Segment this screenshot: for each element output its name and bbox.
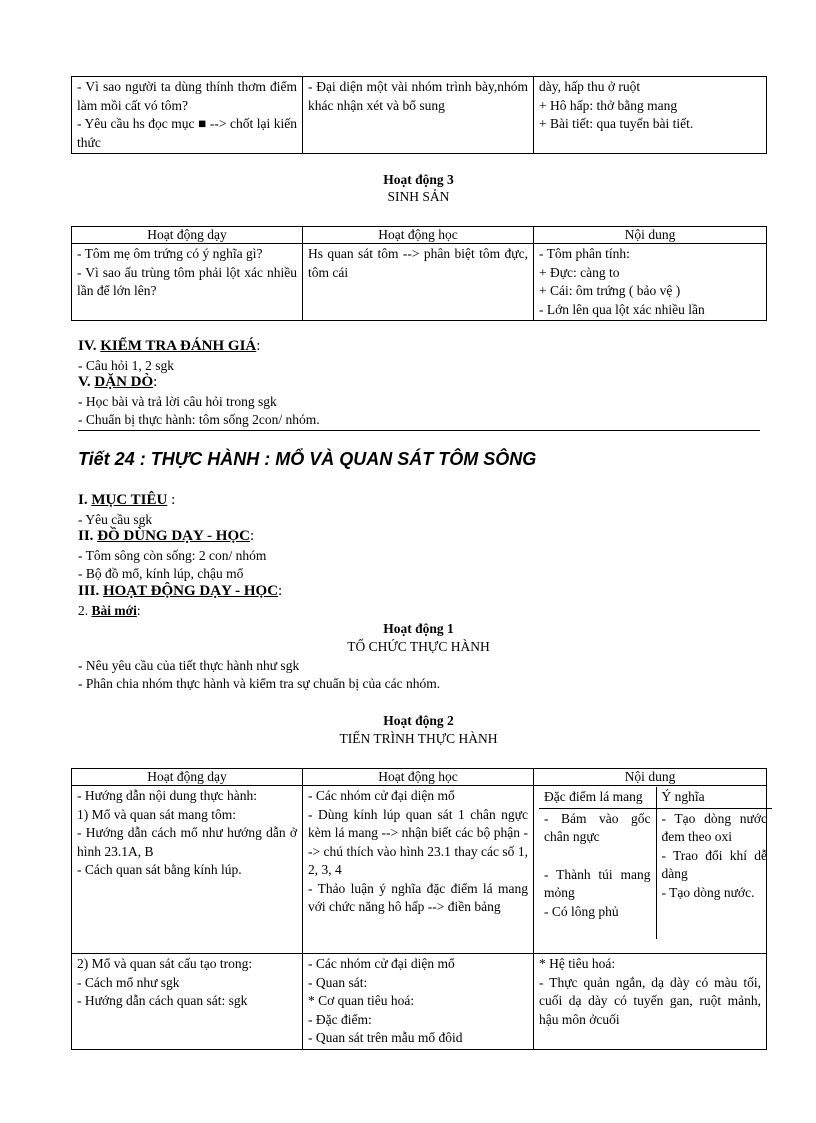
section-title: ĐỒ DÙNG DẠY - HỌC — [97, 528, 250, 544]
section-title: DẶN DÒ — [94, 374, 154, 390]
text-line: * Cơ quan tiêu hoá: — [308, 993, 415, 1008]
text-line: - Tạo dòng nước. — [661, 884, 755, 900]
inner-cell-features — [539, 808, 656, 939]
activity-1-item: - Phân chia nhóm thực hành và kiểm tra sự chuẩn bị của các nhóm. — [78, 676, 441, 691]
text-line: - Vì sao ấu trùng tôm phải lột xác nhiều lần để lớn lên? — [77, 264, 297, 298]
section-number: III. — [78, 583, 104, 599]
text-line: + Đực: càng to — [539, 264, 620, 280]
inner-cell-meanings — [656, 808, 772, 939]
section-5-item: - Chuẩn bị thực hành: tôm sống 2con/ nhóm. — [78, 412, 320, 427]
activity-1-subtitle: TỔ CHỨC THỰC HÀNH — [347, 639, 490, 654]
section-5-heading — [78, 374, 157, 391]
header-teaching: Hoạt động dạy — [72, 227, 303, 244]
text-line: 2) Mổ và quan sát cấu tạo trong: — [77, 956, 253, 971]
divider-line — [78, 430, 760, 431]
s3-sub-heading — [78, 603, 141, 619]
text-line: 1) Mổ và quan sát mang tôm: — [77, 806, 236, 822]
section-number: 2. — [78, 603, 92, 618]
text-line: dày, hấp thu ở ruột — [539, 79, 641, 94]
cell-content — [534, 77, 767, 154]
section-suffix: : — [167, 492, 176, 508]
text-line: - Hướng dẫn cách mổ như hướng dẫn ở hình 23.1A, B — [77, 825, 297, 859]
text-line: - Quan sát: — [308, 974, 368, 990]
activity-2-title: Hoạt động 2 — [383, 713, 454, 728]
header-teaching: Hoạt động dạy — [72, 769, 303, 786]
text-line: - Vì sao người ta dùng thính thơm điểm làm mồi cất vó tôm? — [77, 79, 297, 113]
text-line: Hs quan sát tôm --> phân biệt tôm đực, tôm cái — [308, 246, 528, 280]
activity-1-item: - Nêu yêu cầu của tiết thực hành như sgk — [78, 658, 300, 673]
text-line: - Các nhóm cử đại diện mổ — [308, 788, 455, 803]
table-activity-3 — [71, 226, 767, 321]
section-title: KIỂM TRA ĐÁNH GIÁ — [100, 338, 257, 354]
inner-header-meaning: Ý nghĩa — [656, 787, 772, 808]
text-line: - Thực quản ngắn, dạ dày có màu tối, cuối dạ dày có tuyến gan, ruột mảnh, hậu môn ởcuối — [539, 974, 761, 1027]
text-line: - Đại diện một vài nhóm trình bày,nhóm khác nhận xét và bổ sung — [308, 79, 528, 113]
section-title: MỤC TIÊU — [91, 492, 168, 508]
cell-student — [303, 244, 534, 321]
text-line: - Tôm mẹ ôm trứng có ý nghĩa gì? — [77, 246, 263, 261]
section-title: HOẠT ĐỘNG DẠY - HỌC — [103, 583, 279, 599]
section-suffix: : — [278, 583, 283, 599]
text-line: - Trao đổi khí dễ dàng — [661, 847, 767, 881]
text-line: - Các nhóm cử đại diện mổ — [308, 956, 455, 971]
section-number: II. — [78, 528, 98, 544]
cell-content — [534, 954, 767, 1050]
gill-table — [539, 787, 772, 939]
cell-content — [534, 244, 767, 321]
header-learning: Hoạt động học — [303, 769, 534, 786]
text-line: + Hô hấp: thở bằng mang — [539, 97, 678, 113]
cell-student — [303, 77, 534, 154]
text-line: - Yêu cầu hs đọc mục ■ --> chốt lại kiến thức — [77, 116, 297, 150]
section-number: V. — [78, 374, 95, 390]
text-line: - Tạo dòng nước đem theo oxi — [661, 810, 767, 844]
activity-2-subtitle: TIẾN TRÌNH THỰC HÀNH — [339, 731, 498, 746]
text-line: - Cách quan sát bằng kính lúp. — [77, 862, 242, 877]
text-line: - Có lông phủ — [544, 903, 619, 919]
cell-teacher — [72, 77, 303, 154]
text-line: - Thảo luận ý nghĩa đặc điểm lá mang với chức năng hô hấp --> điền bảng — [308, 880, 528, 914]
text-line: - Hướng dẫn nội dung thực hành: — [77, 788, 257, 803]
text-line: - Tôm phân tính: — [539, 246, 630, 261]
section-4-item: - Câu hỏi 1, 2 sgk — [78, 358, 174, 373]
cell-teacher — [72, 786, 303, 954]
text-line: - Bám vào gốc chân ngực — [544, 810, 651, 844]
activity-3-title: Hoạt động 3 — [383, 172, 454, 187]
text-line: - Cách mổ như sgk — [77, 974, 180, 990]
section-suffix: : — [249, 528, 255, 544]
table-activity-2 — [71, 768, 767, 1050]
section-number: I. — [78, 492, 92, 508]
cell-student — [303, 786, 534, 954]
activity-1-title: Hoạt động 1 — [383, 621, 454, 636]
section-title: Bài mới — [91, 603, 137, 618]
cell-teacher — [72, 244, 303, 321]
table-continuation — [71, 76, 767, 154]
s2-item: - Bộ đồ mổ, kính lúp, chậu mổ — [78, 566, 244, 581]
header-content: Nội dung — [534, 227, 767, 244]
activity-3-subtitle: SINH SẢN — [387, 189, 450, 204]
header-content: Nội dung — [534, 769, 767, 786]
section-suffix: : — [153, 374, 158, 390]
text-line: - Thành túi mang mỏng — [544, 866, 651, 900]
section-5-item: - Học bài và trả lời câu hỏi trong sgk — [78, 394, 277, 409]
cell-content-nested — [534, 786, 767, 954]
cell-student — [303, 954, 534, 1050]
s1-item: - Yêu cầu sgk — [78, 512, 153, 527]
section-number: IV. — [78, 338, 101, 354]
text-line: - Lớn lên qua lột xác nhiều lần — [539, 301, 705, 317]
text-line: - Hướng dẫn cách quan sát: sgk — [77, 993, 248, 1008]
text-line: + Bài tiết: qua tuyến bài tiết. — [539, 116, 694, 131]
text-line: - Đặc điểm: — [308, 1011, 372, 1027]
text-line: - Dùng kính lúp quan sát 1 chân ngực kèm lá mang --> nhận biết các bộ phận --> chú thích vào hình 23.1 thay các số 1, 2, 3, 4 — [308, 806, 528, 877]
s1-heading — [78, 492, 175, 509]
cell-teacher — [72, 954, 303, 1050]
text-line: * Hệ tiêu hoá: — [539, 956, 616, 971]
text-line: + Cái: ôm trứng ( bảo vệ ) — [539, 283, 681, 298]
s3-heading — [78, 583, 282, 600]
header-learning: Hoạt động học — [303, 227, 534, 244]
section-suffix: : — [136, 603, 141, 618]
text-line: - Quan sát trên mẫu mổ đôid — [308, 1030, 463, 1045]
s2-heading — [78, 528, 254, 545]
lesson-title: Tiết 24 : THỰC HÀNH : MỔ VÀ QUAN SÁT TÔM SÔNG — [78, 449, 537, 469]
section-4-heading — [78, 338, 260, 355]
s2-item: - Tôm sông còn sống: 2 con/ nhóm — [78, 548, 267, 563]
section-suffix: : — [256, 338, 261, 354]
inner-header-feature: Đặc điểm lá mang — [539, 787, 656, 808]
